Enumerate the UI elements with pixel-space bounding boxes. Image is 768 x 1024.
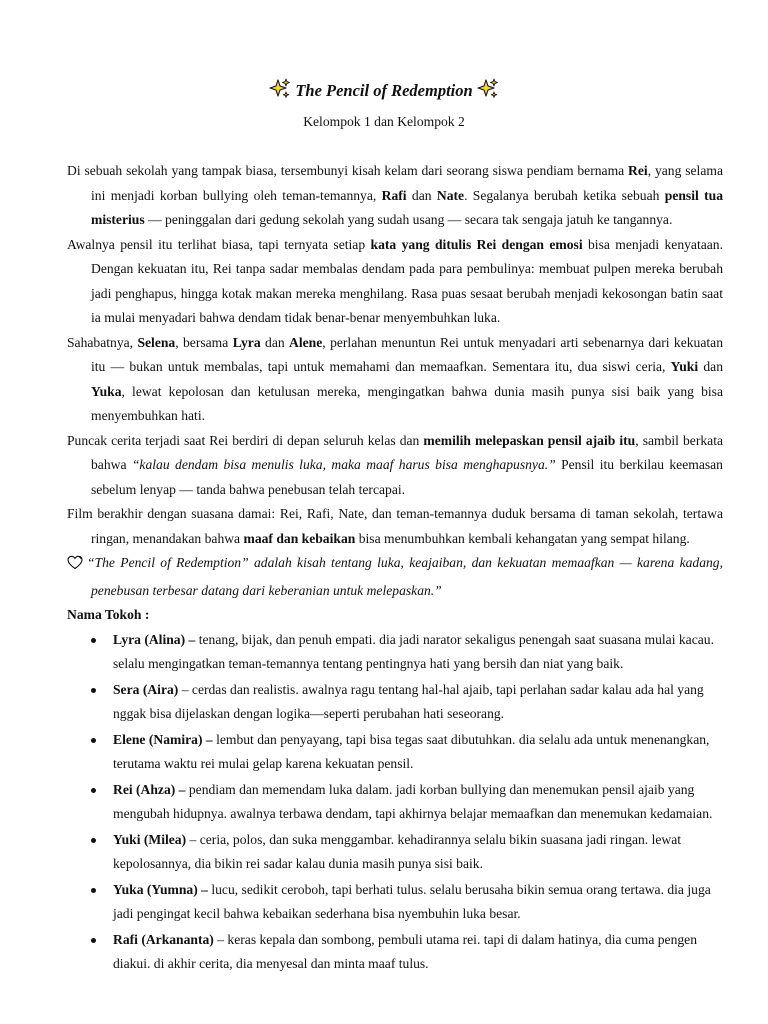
text-run: , perlahan menuntun Rei untuk menyadari arti sebenarnya dari kekuatan itu — bukan untuk membalas, tapi untuk memahami dan memaafkan. Sementara itu, dua siswi ceria, bbox=[91, 334, 723, 374]
text-run: dan bbox=[698, 359, 723, 374]
text-run: Pensil itu berkilau keemasan sebelum lenyap — tanda bahwa penebusan telah tercapai. bbox=[91, 457, 723, 497]
character-description: – keras kepala dan sombong, pembuli utama rei. tapi di dalam hatinya, dia cuma pengen diakui. di akhir cerita, dia menyesal dan minta maaf tulus. bbox=[113, 931, 698, 971]
bold-text: pensil tua misterius bbox=[91, 187, 724, 227]
list-item bbox=[67, 928, 723, 977]
sparkles-icon bbox=[269, 78, 291, 108]
italic-text: “kalau dendam bisa menulis luka, maka maaf harus bisa menghapusnya.” bbox=[131, 457, 556, 472]
list-item bbox=[67, 778, 723, 827]
bold-text: memilih melepaskan pensil ajaib itu bbox=[423, 432, 636, 448]
text-run: bisa menjadi kenyataan. Dengan kekuatan itu, Rei tanpa sadar membalas dendam pada para pembulinya: membuat pulpen mereka berubah jadi penghapus, hingga kotak makan mereka menghilang. Rasa puas sesaat berubah menjadi kekosongan batin saat ia mulai menyadari bahwa dendam tidak benar-benar menyembuhkan luka. bbox=[91, 236, 723, 325]
subtitle: Kelompok 1 dan Kelompok 2 bbox=[303, 114, 465, 129]
bold-text: Selena bbox=[137, 334, 176, 350]
text-run: — peninggalan dari gedung sekolah yang sudah usang — secara tak sengaja jatuh ke tangannya. bbox=[144, 212, 673, 227]
paragraph bbox=[67, 233, 723, 331]
text-run: , lewat kepolosan dan ketulusan mereka, mengingatkan bahwa dunia masih punya sisi baik yang bisa menyembuhkan hati. bbox=[91, 383, 723, 423]
bullet-icon bbox=[91, 838, 96, 843]
closing-quote-text: “The Pencil of Redemption” adalah kisah tentang luka, keajaiban, dan kekuatan memaafkan — karena kadang, penebusan terbesar datang dari keberanian untuk melepaskan.” bbox=[87, 555, 723, 598]
text-run: dan bbox=[260, 334, 290, 350]
bullet-icon bbox=[91, 938, 96, 943]
character-description: tenang, bijak, dan penuh empati. dia jadi narator sekaligus penengah saat suasana mulai kacau. selalu mengingatkan teman-temannya tentang pentingnya hati yang bersih dan niat yang baik. bbox=[113, 631, 714, 671]
bold-text: Alene bbox=[289, 334, 323, 350]
bold-text: Rei bbox=[628, 163, 648, 178]
story-body bbox=[67, 159, 723, 978]
paragraph bbox=[67, 331, 723, 429]
character-description: – cerdas dan realistis. awalnya ragu tentang hal-hal ajaib, tapi perlahan sadar kalau ada hal yang nggak bisa dijelaskan dengan logika—seperti perubahan hati seseorang. bbox=[113, 681, 704, 721]
character-name: Lyra (Alina) – bbox=[113, 631, 196, 647]
closing-quote bbox=[67, 551, 723, 603]
bold-text: maaf dan kebaikan bbox=[243, 530, 356, 546]
bold-text: Rafi bbox=[381, 187, 407, 203]
text-run: Awalnya pensil itu terlihat biasa, tapi ternyata setiap bbox=[67, 236, 371, 252]
text-run: Film berakhir dengan suasana damai: Rei, Rafi, Nate, dan teman-temannya duduk bersama di taman sekolah, tertawa ringan, menandakan bahwa bbox=[67, 506, 723, 546]
bold-text: Lyra bbox=[232, 334, 261, 350]
page-title: The Pencil of Redemption bbox=[295, 81, 473, 100]
characters-heading: Nama Tokoh : bbox=[67, 607, 150, 622]
character-description: – ceria, polos, dan suka menggambar. kehadirannya selalu bikin suasana jadi ringan. lewat kepolosannya, dia bikin rei sadar kalau dunia masih punya sisi baik. bbox=[113, 831, 682, 871]
character-name: Sera (Aira) bbox=[113, 681, 179, 697]
text-run: Puncak cerita terjadi saat Rei berdiri di depan seluruh kelas dan bbox=[67, 432, 424, 448]
bold-text: kata yang ditulis Rei dengan emosi bbox=[370, 236, 583, 252]
character-name: Rei (Ahza) – bbox=[113, 781, 186, 797]
list-item bbox=[67, 828, 723, 877]
bold-text: Yuka bbox=[91, 383, 122, 399]
bullet-icon bbox=[91, 738, 96, 743]
paragraph bbox=[67, 502, 723, 551]
bullet-icon bbox=[91, 888, 96, 893]
text-run: . Segalanya berubah ketika sebuah bbox=[464, 187, 665, 203]
character-description: lembut dan penyayang, tapi bisa tegas saat dibutuhkan. dia selalu ada untuk menenangkan, terutama waktu rei mulai gelap karena kekuatan pensil. bbox=[113, 731, 710, 771]
characters-list bbox=[67, 628, 723, 977]
list-item bbox=[67, 878, 723, 927]
bullet-icon bbox=[91, 638, 96, 643]
text-run: Sahabatnya, bbox=[67, 334, 138, 350]
bullet-icon bbox=[91, 688, 96, 693]
synopsis bbox=[67, 159, 723, 551]
title-row bbox=[0, 78, 768, 108]
text-run: , bersama bbox=[175, 334, 233, 350]
paragraph bbox=[67, 429, 723, 503]
text-run: , yang selama ini menjadi korban bullying oleh teman-temannya, bbox=[91, 163, 723, 203]
text-run: , sambil berkata bahwa bbox=[91, 432, 724, 472]
list-item bbox=[67, 628, 723, 677]
character-name: Rafi (Arkananta) bbox=[113, 931, 214, 947]
sparkles-icon bbox=[477, 78, 499, 108]
text-run: dan bbox=[406, 187, 437, 203]
character-name: Yuka (Yumna) – bbox=[113, 881, 208, 897]
character-name: Elene (Namira) – bbox=[113, 731, 213, 747]
paragraph bbox=[67, 159, 723, 233]
bold-text: Nate bbox=[436, 187, 465, 203]
list-item bbox=[67, 728, 723, 777]
list-item bbox=[67, 678, 723, 727]
bold-text: Yuki bbox=[670, 359, 699, 374]
text-run: Di sebuah sekolah yang tampak biasa, tersembunyi kisah kelam dari seorang siswa pendiam bernama bbox=[67, 163, 629, 178]
character-name: Yuki (Milea) bbox=[113, 831, 187, 847]
heart-sparkle-icon bbox=[67, 554, 87, 579]
bullet-icon bbox=[91, 788, 96, 793]
text-run: bisa menumbuhkan kembali kehangatan yang sempat hilang. bbox=[355, 530, 690, 546]
character-description: pendiam dan memendam luka dalam. jadi korban bullying dan menemukan pensil ajaib yang mengubah hidupnya. awalnya terbawa dendam, tapi akhirnya belajar memaafkan dan menemukan kedamaian. bbox=[113, 781, 713, 821]
character-description: lucu, sedikit ceroboh, tapi berhati tulus. selalu berusaha bikin semua orang tertawa. dia juga jadi pengingat kecil bahwa kebaikan sederhana bisa nyembuhin luka besar. bbox=[113, 881, 711, 921]
